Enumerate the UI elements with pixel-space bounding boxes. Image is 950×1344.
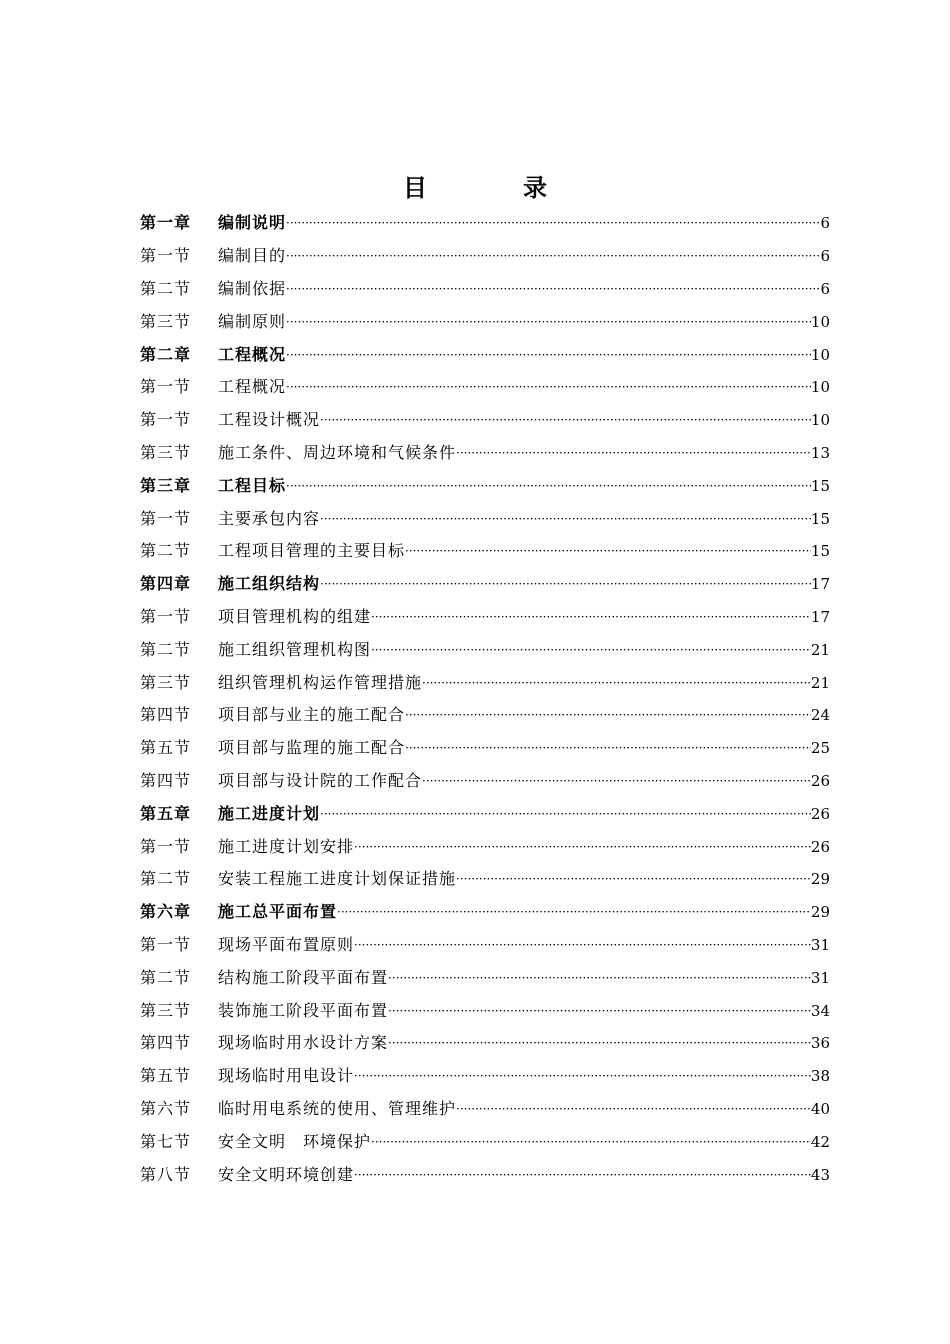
toc-title: 目 录 <box>403 174 583 202</box>
toc-entry-number: 第二节 <box>140 639 192 659</box>
toc-section-entry[interactable] <box>140 1158 830 1191</box>
toc-entry-label: 施工总平面布置 <box>218 902 338 922</box>
toc-section-entry[interactable] <box>140 863 830 896</box>
toc-entry-page: 6 <box>820 214 830 233</box>
toc-dot-leader <box>320 509 811 529</box>
toc-entry-number: 第五节 <box>140 738 192 758</box>
toc-entry-number: 第一节 <box>140 246 192 266</box>
toc-entry-page: 10 <box>810 312 830 331</box>
toc-entry-number: 第一节 <box>140 410 192 430</box>
toc-entry-label: 工程项目管理的主要目标 <box>218 541 406 561</box>
toc-entry-page: 29 <box>810 870 830 889</box>
toc-entry-page: 15 <box>810 476 830 495</box>
toc-entry-number: 第五节 <box>140 1066 192 1086</box>
toc-entry-number: 第二节 <box>140 869 192 889</box>
toc-entry-label: 工程概况 <box>218 377 287 397</box>
toc-dot-leader <box>388 1033 811 1053</box>
toc-entry-number: 第二章 <box>140 344 192 364</box>
toc-entry-page: 21 <box>810 673 830 692</box>
toc-section-entry[interactable] <box>140 961 830 994</box>
toc-entry-label: 项目部与业主的施工配合 <box>218 705 406 725</box>
toc-entry-label: 编制原则 <box>218 311 287 331</box>
toc-section-entry[interactable] <box>140 929 830 962</box>
toc-dot-leader <box>405 541 811 561</box>
toc-section-entry[interactable] <box>140 830 830 863</box>
toc-entry-page: 31 <box>810 968 830 987</box>
toc-entry-number: 第四章 <box>140 574 192 594</box>
toc-section-entry[interactable] <box>140 633 830 666</box>
toc-dot-leader <box>286 279 820 299</box>
toc-dot-leader <box>371 640 811 660</box>
toc-section-entry[interactable] <box>140 437 830 470</box>
toc-entry-number: 第二节 <box>140 278 192 298</box>
toc-dot-leader <box>388 1001 811 1021</box>
toc-section-entry[interactable] <box>140 1027 830 1060</box>
toc-section-entry[interactable] <box>140 994 830 1027</box>
toc-dot-leader <box>456 869 811 889</box>
toc-entry-number: 第四节 <box>140 770 192 790</box>
toc-entry-number: 第六章 <box>140 902 192 922</box>
toc-entry-page: 26 <box>810 804 830 823</box>
toc-dot-leader <box>354 1165 811 1185</box>
toc-entry-label: 安全文明环境创建 <box>218 1164 355 1184</box>
toc-entry-label: 编制说明 <box>218 213 287 233</box>
toc-section-entry[interactable] <box>140 305 830 338</box>
toc-section-entry[interactable] <box>140 273 830 306</box>
toc-entry-page: 13 <box>810 443 830 462</box>
toc-chapter-entry[interactable] <box>140 797 830 830</box>
toc-dot-leader <box>371 1132 811 1152</box>
toc-dot-leader <box>286 312 811 332</box>
toc-chapter-entry[interactable] <box>140 207 830 240</box>
toc-entry-label: 工程设计概况 <box>218 410 321 430</box>
toc-entry-label: 项目部与监理的施工配合 <box>218 738 406 758</box>
toc-entry-page: 15 <box>810 509 830 528</box>
toc-dot-leader <box>422 771 811 791</box>
toc-section-entry[interactable] <box>140 666 830 699</box>
toc-entry-label: 工程概况 <box>218 344 287 364</box>
toc-entry-number: 第四节 <box>140 1033 192 1053</box>
toc-entry-label: 施工条件、周边环境和气候条件 <box>218 442 457 462</box>
toc-dot-leader <box>405 738 811 758</box>
toc-section-entry[interactable] <box>140 240 830 273</box>
toc-entry-label: 施工组织管理机构图 <box>218 639 372 659</box>
toc-dot-leader <box>337 902 811 922</box>
toc-dot-leader <box>286 246 820 266</box>
toc-section-entry[interactable] <box>140 404 830 437</box>
toc-entry-number: 第三节 <box>140 1000 192 1020</box>
toc-entry-page: 17 <box>810 607 830 626</box>
toc-entry-number: 第八节 <box>140 1164 192 1184</box>
toc-dot-leader <box>286 345 811 365</box>
toc-entry-page: 31 <box>810 935 830 954</box>
toc-section-entry[interactable] <box>140 732 830 765</box>
toc-entry-label: 施工进度计划安排 <box>218 836 355 856</box>
toc-section-entry[interactable] <box>140 765 830 798</box>
toc-dot-leader <box>456 443 811 463</box>
toc-dot-leader <box>320 574 811 594</box>
toc-chapter-entry[interactable] <box>140 568 830 601</box>
toc-entry-page: 21 <box>810 640 830 659</box>
toc-entry-number: 第五章 <box>140 803 192 823</box>
toc-section-entry[interactable] <box>140 1093 830 1126</box>
toc-dot-leader <box>286 213 820 233</box>
toc-entry-page: 10 <box>810 378 830 397</box>
toc-section-entry[interactable] <box>140 601 830 634</box>
toc-entry-label: 现场临时用电设计 <box>218 1066 355 1086</box>
toc-entry-page: 42 <box>810 1132 830 1151</box>
toc-entry-label: 编制依据 <box>218 278 287 298</box>
toc-entry-label: 编制目的 <box>218 246 287 266</box>
toc-dot-leader <box>371 607 811 627</box>
toc-entry-label: 安装工程施工进度计划保证措施 <box>218 869 457 889</box>
toc-entry-number: 第一节 <box>140 508 192 528</box>
toc-entry-page: 25 <box>810 739 830 758</box>
toc-section-entry[interactable] <box>140 371 830 404</box>
toc-entry-page: 40 <box>810 1099 830 1118</box>
toc-entry-number: 第一节 <box>140 606 192 626</box>
toc-dot-leader <box>286 476 811 496</box>
toc-dot-leader <box>388 968 811 988</box>
toc-entry-page: 34 <box>810 1001 830 1020</box>
toc-section-entry[interactable] <box>140 502 830 535</box>
toc-list <box>140 207 830 1191</box>
toc-entry-page: 6 <box>820 279 830 298</box>
toc-entry-label: 安全文明 环境保护 <box>218 1131 372 1151</box>
toc-section-entry[interactable] <box>140 535 830 568</box>
toc-dot-leader <box>286 377 811 397</box>
toc-entry-number: 第六节 <box>140 1098 192 1118</box>
toc-entry-label: 项目部与设计院的工作配合 <box>218 770 423 790</box>
toc-entry-number: 第三节 <box>140 311 192 331</box>
toc-dot-leader <box>354 837 811 857</box>
toc-entry-number: 第三节 <box>140 442 192 462</box>
toc-entry-label: 项目管理机构的组建 <box>218 606 372 626</box>
toc-dot-leader <box>320 410 811 430</box>
toc-section-entry[interactable] <box>140 1060 830 1093</box>
toc-entry-page: 38 <box>810 1067 830 1086</box>
toc-entry-number: 第三章 <box>140 475 192 495</box>
toc-entry-label: 现场平面布置原则 <box>218 934 355 954</box>
toc-entry-number: 第三节 <box>140 672 192 692</box>
toc-dot-leader <box>354 935 811 955</box>
toc-entry-page: 17 <box>810 575 830 594</box>
toc-entry-page: 29 <box>810 903 830 922</box>
toc-entry-label: 临时用电系统的使用、管理维护 <box>218 1098 457 1118</box>
toc-chapter-entry[interactable] <box>140 896 830 929</box>
toc-dot-leader <box>354 1066 811 1086</box>
toc-dot-leader <box>422 673 811 693</box>
toc-section-entry[interactable] <box>140 1125 830 1158</box>
toc-dot-leader <box>456 1099 811 1119</box>
toc-entry-number: 第一节 <box>140 377 192 397</box>
toc-entry-number: 第四节 <box>140 705 192 725</box>
toc-entry-number: 第一节 <box>140 934 192 954</box>
toc-chapter-entry[interactable] <box>140 469 830 502</box>
toc-entry-page: 6 <box>820 247 830 266</box>
toc-entry-page: 43 <box>810 1165 830 1184</box>
toc-entry-number: 第七节 <box>140 1131 192 1151</box>
toc-entry-label: 现场临时用水设计方案 <box>218 1033 389 1053</box>
toc-entry-label: 装饰施工阶段平面布置 <box>218 1000 389 1020</box>
toc-entry-page: 10 <box>810 411 830 430</box>
toc-section-entry[interactable] <box>140 699 830 732</box>
toc-entry-label: 主要承包内容 <box>218 508 321 528</box>
toc-entry-page: 10 <box>810 345 830 364</box>
toc-chapter-entry[interactable] <box>140 338 830 371</box>
toc-dot-leader <box>405 705 811 725</box>
toc-entry-page: 26 <box>810 837 830 856</box>
toc-entry-number: 第二节 <box>140 541 192 561</box>
toc-entry-label: 工程目标 <box>218 475 287 495</box>
toc-entry-page: 24 <box>810 706 830 725</box>
toc-entry-page: 36 <box>810 1034 830 1053</box>
toc-entry-page: 26 <box>810 771 830 790</box>
toc-entry-label: 施工进度计划 <box>218 803 321 823</box>
toc-entry-number: 第二节 <box>140 967 192 987</box>
toc-entry-label: 组织管理机构运作管理措施 <box>218 672 423 692</box>
toc-entry-number: 第一章 <box>140 213 192 233</box>
toc-entry-label: 施工组织结构 <box>218 574 321 594</box>
toc-entry-page: 15 <box>810 542 830 561</box>
toc-entry-number: 第一节 <box>140 836 192 856</box>
toc-entry-label: 结构施工阶段平面布置 <box>218 967 389 987</box>
toc-dot-leader <box>320 804 811 824</box>
